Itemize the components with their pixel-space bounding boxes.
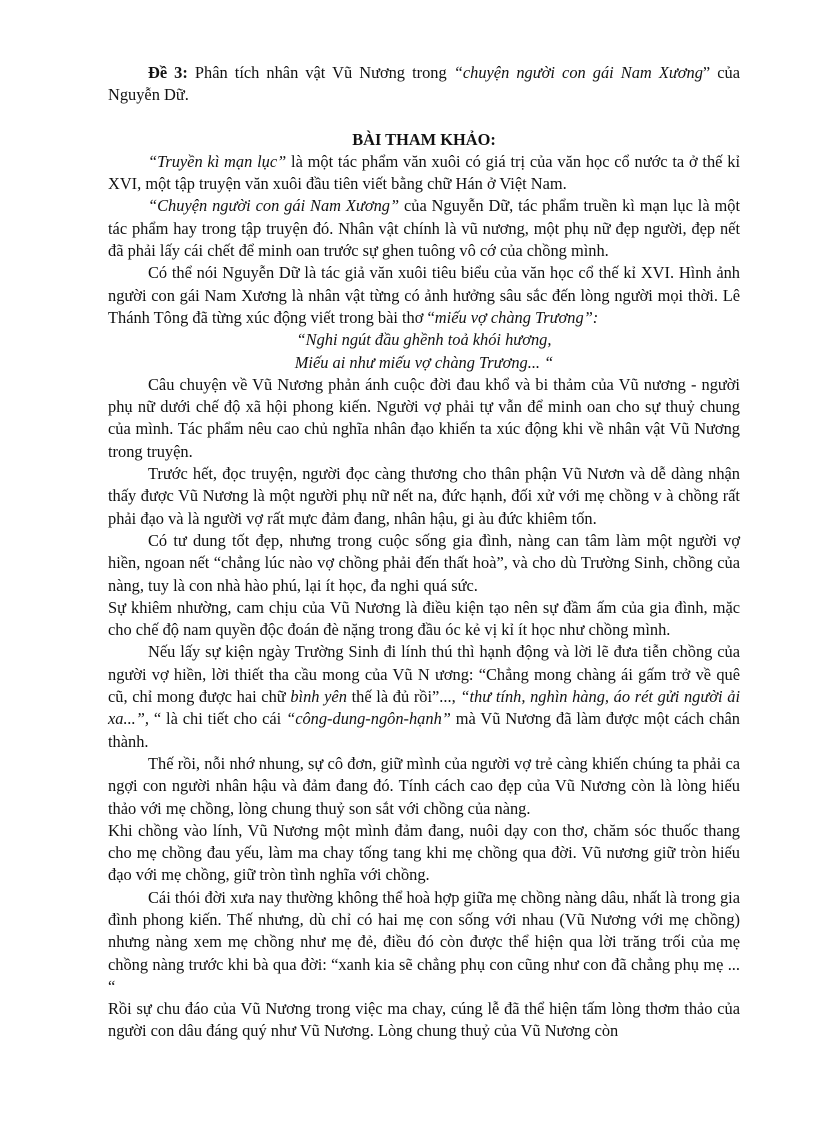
story-title: “Chuyện người con gái Nam Xương” [148, 196, 400, 216]
poem-line-1: “Nghi ngút đầu ghềnh toả khói hương, [296, 330, 552, 350]
paragraph-4: Câu chuyện về Vũ Nương phản ánh cuộc đời đau khổ và bi thảm của Vũ nương - người phụ nữ dưới chế độ xã hội phong kiến. Người vợ phải tự vẫn để minh oan cho sự thuỷ chung của mình. Tác phẩm nêu cao chủ nghĩa nhân đạo khiến ta xúc động khi về nhân vật Vũ Nương trong truyện. [108, 374, 740, 461]
paragraph-5: Trước hết, đọc truyện, người đọc càng thương cho thân phận Vũ Nươn và dễ dàng nhận thấy được Vũ Nương là một người phụ nữ nết na, đức hạnh, đối xử với mẹ chồng v à chồng rất phải đạo và là người vợ rất mực đảm đang, nhân hậu, gi àu đức khiêm tốn. [108, 464, 740, 528]
paragraph-3-text: Có thể nói Nguyễn Dữ là tác giả văn xuôi tiêu biểu của văn học cổ thế kỉ XVI. Hình ảnh người con gái Nam Xương là nhân vật từng có ảnh hưởng sâu sắc đến lòng người mọi thời. Lê Thánh Tông đã từng xúc động viết trong bài thơ “ [108, 263, 740, 327]
paragraph-2 [108, 195, 740, 262]
quote-thu-tinh: “thư tính, nghìn hàng, áo rét gửi người ải xa...”, [108, 687, 741, 729]
paragraph-12: Rồi sự chu đáo của Vũ Nương trong việc ma chay, cúng lễ đã thể hiện tấm lòng thơm thảo của người con dâu đáng quý như Vũ Nương. Lòng chung thuỷ của Vũ Nương còn [108, 999, 740, 1041]
paragraph-8-text-a: Nếu lấy sự kiện ngày Trường Sinh đi lính thú thì hạnh động và lời lẽ đưa tiễn chồng của người vợ hiền, lời thiết tha cầu mong của Vũ N ương: “Chẳng mong chàng ái gấm trở về quê cũ, chỉ mong được hai chữ [108, 642, 740, 707]
section-heading: BÀI THAM KHẢO: [352, 129, 496, 149]
paragraph-9: Thế rồi, nỗi nhớ nhung, sự cô đơn, giữ mình của người vợ trẻ càng khiến chúng ta phải ca ngợi con người nhân hậu và đảm đang đó. Tính cách cao đẹp của Vũ Nương còn là lòng hiếu thảo với mẹ chồng, lòng chung thuỷ son sắt với chồng của nàng. [108, 753, 740, 818]
prompt-text: Phân tích nhân vật Vũ Nương trong [187, 63, 454, 82]
prompt-work-title: “chuyện người con gái Nam Xương [453, 63, 703, 82]
poem-line-2: Miếu ai như miếu vợ chàng Trương... “ [294, 352, 554, 372]
paragraph-8-text-c: “ là chi tiết cho cái [148, 709, 287, 729]
paragraph-6: Có tư dung tốt đẹp, nhưng trong cuộc sống gia đình, nàng can tâm làm một người vợ hiền, ngoan nết “chẳng lúc nào vợ chồng phải đến thất hoà”, và cho dù Trường Sinh, chồng của nàng, tuy là con nhà hào phú, lại ít học, đa nghi quá sức. [108, 530, 740, 595]
paragraph-1-text: là một tác phẩm văn xuôi có giá trị của văn học cổ nước ta ở thế kỉ XVI, một tập truyện văn xuôi đầu tiên viết bằng chữ Hán ở Việt Nam. [108, 151, 740, 194]
paragraph-2-text: của Nguyễn Dữ, tác phẩm truền kì mạn lục là một tác phẩm hay trong tập truyện đó. Nhân vật chính là vũ nương, một phụ nữ đẹp người, đẹp nết đã phải lấy cái chết để minh oan trước sự ghen tuông vô cớ của chồng mình. [108, 196, 740, 261]
paragraph-8-text-d: mà Vũ Nương đã làm được một cách chân thành. [108, 709, 740, 751]
paragraph-7: Sự khiêm nhường, cam chịu của Vũ Nương là điều kiện tạo nên sự đầm ấm của gia đình, mặc cho chế độ nam quyền độc đoán đè nặng trong đầu óc kẻ vị kỉ ít học như chồng mình. [108, 597, 740, 640]
essay-prompt [108, 62, 740, 107]
prompt-text-end: ” của Nguyễn Dữ. [108, 63, 741, 105]
quote-cong-dung: “công-dung-ngôn-hạnh” [286, 709, 451, 729]
poem-title: miếu vợ chàng Trương”: [434, 307, 599, 327]
paragraph-10: Khi chồng vào lính, Vũ Nương một mình đảm đang, nuôi dạy con thơ, chăm sóc thuốc thang cho mẹ chồng đau yếu, làm ma chay tống tang khi mẹ chồng qua đời. Vũ nương giữ tròn hiếu đạo với mẹ chồng, giữ tròn tình nghĩa với chồng. [108, 820, 740, 885]
document-page [108, 62, 740, 1043]
work-title: “Truyền kì mạn lục” [148, 151, 287, 171]
prompt-label: Đề 3: [148, 63, 188, 82]
paragraph-8-text-b: thế là đủ rồi”..., [346, 687, 461, 707]
paragraph-3 [108, 262, 740, 329]
paragraph-11: Cái thói đời xưa nay thường không thể hoà hợp giữa mẹ chồng nàng dâu, nhất là trong gia đình phong kiến. Thế nhưng, dù chỉ có hai mẹ con sống với nhau (Vũ Nương với mẹ chồng) nhưng nàng xem mẹ chồng như mẹ đẻ, điều đó còn được thể hiện qua lời trăng trối của mẹ chồng nàng trước khi bà qua đời: “xanh kia sẽ chẳng phụ con cũng như con đã chẳng phụ mẹ ... “ [108, 887, 740, 996]
paragraph-8 [108, 641, 740, 752]
quote-binh-yen: bình yên [290, 687, 347, 707]
paragraph-1 [108, 151, 740, 196]
